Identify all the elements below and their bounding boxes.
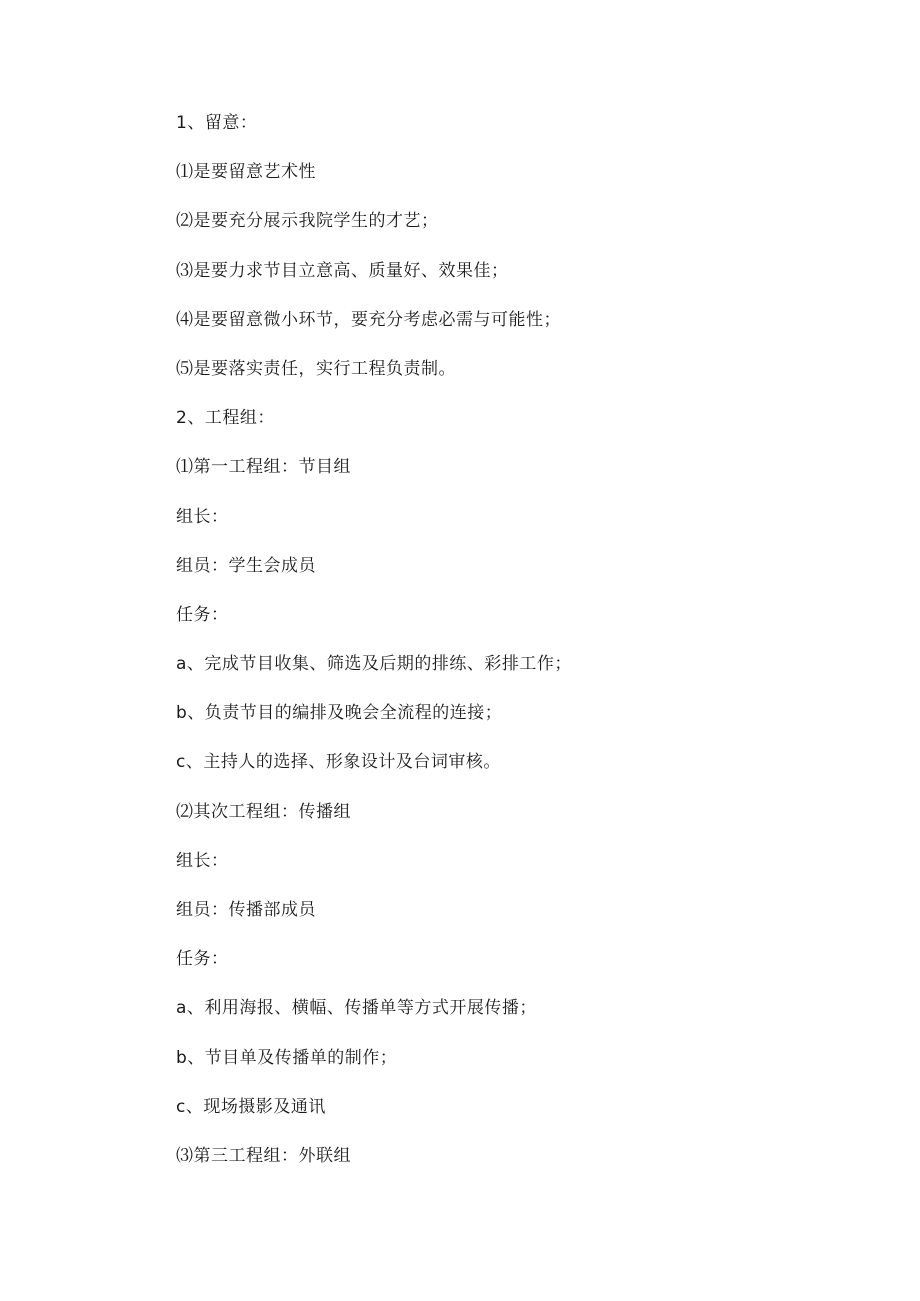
group-1-task-c: c、主持人的选择、形象设计及台词审核。 <box>176 752 501 773</box>
group-2-members: 组员：传播部成员 <box>176 900 316 920</box>
document-body <box>176 108 826 1190</box>
group-2-task-b: b、节目单及传播单的制作； <box>176 1047 398 1068</box>
group-1-tasks-label: 任务： <box>176 604 229 625</box>
group-2-tasks-label: 任务： <box>176 949 229 970</box>
group-2-leader: 组长： <box>176 850 229 871</box>
section-heading-attention: 1、留意： <box>176 113 258 133</box>
attention-item-5: ⑸是要落实责任，实行工程负责制。 <box>176 358 456 379</box>
group-1-task-a: a、完成节目收集、筛选及后期的排练、彩排工作； <box>176 654 572 675</box>
attention-item-2: ⑵是要充分展示我院学生的才艺； <box>176 211 439 232</box>
group-2-task-a: a、利用海报、横幅、传播单等方式开展传播； <box>176 998 537 1019</box>
group-2-task-c: c、现场摄影及通讯 <box>176 1096 326 1117</box>
attention-item-4: ⑷是要留意微小环节，要充分考虑必需与可能性； <box>176 309 561 330</box>
group-1-task-b: b、负责节目的编排及晚会全流程的连接； <box>176 703 503 724</box>
group-1-title: ⑴第一工程组：节目组 <box>176 457 351 478</box>
group-2-title: ⑵其次工程组：传播组 <box>176 801 351 822</box>
section-heading-project-groups: 2、工程组： <box>176 408 275 429</box>
attention-item-3: ⑶是要力求节目立意高、质量好、效果佳； <box>176 260 509 281</box>
group-1-members: 组员：学生会成员 <box>176 555 316 576</box>
group-3-title: ⑶第三工程组：外联组 <box>176 1145 351 1166</box>
attention-item-1: ⑴是要留意艺术性 <box>176 162 316 183</box>
group-1-leader: 组长： <box>176 506 229 527</box>
